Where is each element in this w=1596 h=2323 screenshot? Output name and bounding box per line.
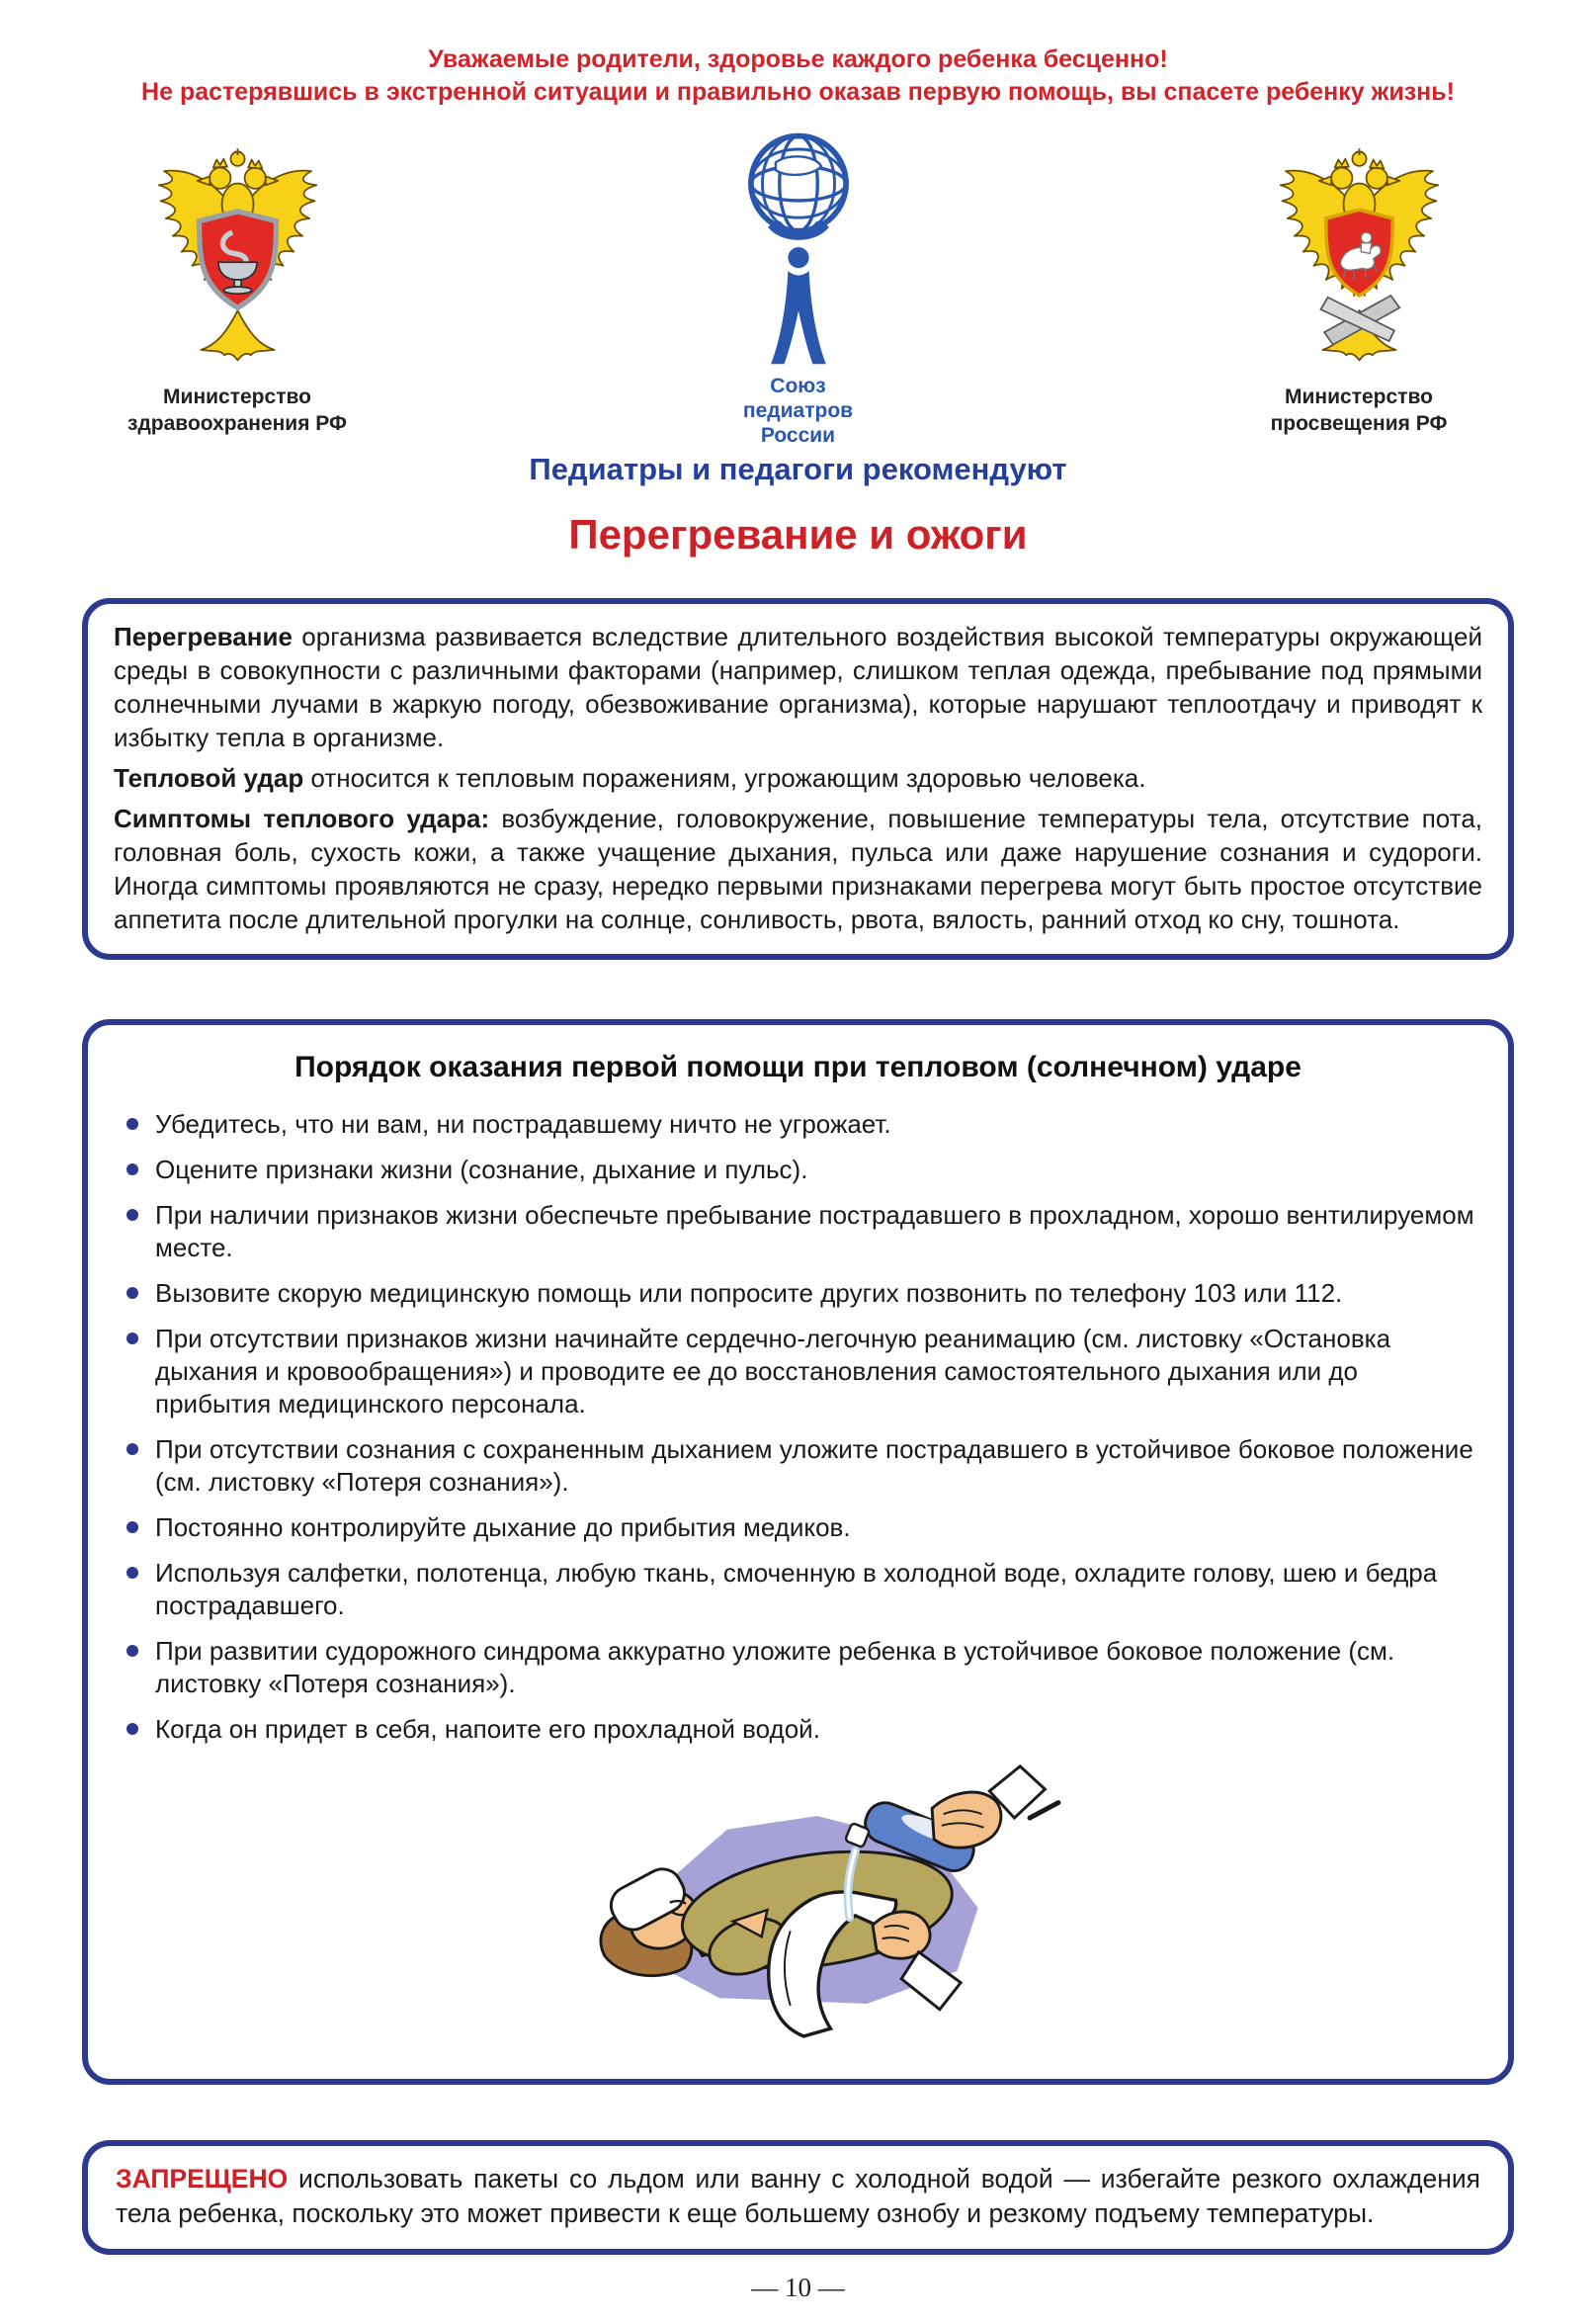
pediatric-union-block: [586, 123, 1011, 448]
bullet-icon: [126, 1567, 138, 1579]
logo-row: [0, 109, 1596, 448]
list-item: [118, 1323, 1478, 1420]
list-item-text: Используя салфетки, полотенца, любую ткань, смоченную в холодной воде, охладите голову, шею и бедра пострадавшего.: [155, 1558, 1438, 1620]
education-ministry-block: [1176, 123, 1542, 437]
bullet-icon: [126, 1521, 138, 1533]
first-aid-list: [118, 1108, 1478, 1746]
bullet-icon: [126, 1209, 138, 1221]
list-item-text: Вызовите скорую медицинскую помощь или попросите других позвонить по телефону 103 или 112.: [155, 1278, 1343, 1308]
education-ministry-caption-line1: Министерство: [1285, 386, 1433, 408]
intro-paragraph-lead: Перегревание: [114, 622, 293, 651]
list-item-text: Убедитесь, что ни вам, ни пострадавшему ничто не угрожает.: [155, 1109, 891, 1139]
list-item: [118, 1277, 1478, 1310]
intro-paragraph-text: относится к тепловым поражениям, угрожающим здоровью человека.: [303, 763, 1146, 793]
list-item: [118, 1154, 1478, 1186]
list-item-text: При отсутствии сознания с сохраненным дыханием уложите пострадавшего в устойчивое боковое положение (см. листовку «Потеря сознания»).: [155, 1434, 1473, 1497]
forbidden-text: использовать пакеты со льдом или ванну с холодной водой — избегайте резкого охлаждения тела ребенка, поскольку это может привести к еще большему ознобу и резкому подъему температуры.: [116, 2164, 1480, 2228]
intro-paragraph: [114, 761, 1482, 795]
education-ministry-emblem-icon: [1263, 123, 1456, 372]
health-ministry-caption-line1: Министерство: [163, 386, 311, 408]
list-item: [118, 1511, 1478, 1544]
list-item-text: При наличии признаков жизни обеспечьте пребывание пострадавшего в прохладном, хорошо вентилируемом месте.: [155, 1200, 1474, 1262]
pediatric-union-logo-icon: [730, 123, 867, 372]
header-line-1: Уважаемые родители, здоровье каждого ребенка бесценно!: [428, 45, 1168, 73]
bullet-icon: [126, 1645, 138, 1657]
education-ministry-caption: [1271, 384, 1448, 437]
pediatric-union-caption-line1: Союз: [770, 375, 826, 397]
bullet-icon: [126, 1163, 138, 1175]
page-title: Перегревание и ожоги: [568, 511, 1028, 558]
intro-paragraph-text: организма развивается вследствие длительного воздействия высокой температуры окружающей среды в совокупности с различными факторами (например, слишком теплая одежда, пребывание под прямыми солнечными лучами в жаркую погоду, обезвоживание организма), которые нарушают теплоотдачу и приводят к избытку тепла в организме.: [114, 622, 1482, 752]
list-item: [118, 1713, 1478, 1746]
list-item-text: При отсутствии признаков жизни начинайте сердечно-легочную реанимацию (см. листовку «Остановка дыхания и кровообращения») и проводите ее до восстановления самостоятельного дыхания или до прибытия медицинского персонала.: [155, 1324, 1391, 1419]
list-item-text: Оцените признаки жизни (сознание, дыхание и пульс).: [155, 1155, 808, 1184]
list-item: [118, 1557, 1478, 1622]
list-item-text: Постоянно контролируйте дыхание до прибытия медиков.: [155, 1512, 851, 1542]
education-ministry-caption-line2: просвещения РФ: [1270, 412, 1448, 435]
forbidden-box: [82, 2140, 1514, 2255]
bullet-icon: [126, 1443, 138, 1455]
intro-box: [82, 598, 1514, 960]
list-item-text: Когда он придет в себя, напоите его прохладной водой.: [155, 1714, 820, 1744]
list-item: [118, 1108, 1478, 1141]
intro-paragraph: [114, 802, 1482, 936]
bullet-icon: [126, 1723, 138, 1735]
header-line-2: Не растерявшись в экстренной ситуации и правильно оказав первую помощь, вы спасете ребенку жизнь!: [141, 78, 1455, 106]
list-item-text: При развитии судорожного синдрома аккуратно уложите ребенка в устойчивое боковое положение (см. листовку «Потеря сознания»).: [155, 1636, 1395, 1698]
first-aid-illustration: [118, 1759, 1478, 2065]
page-number: — 10 —: [751, 2273, 845, 2302]
intro-paragraph-lead: Тепловой удар: [114, 763, 304, 793]
health-ministry-caption-line2: здравоохранения РФ: [127, 412, 347, 435]
intro-paragraph-text: возбуждение, головокружение, повышение температуры тела, отсутствие пота, головная боль, сухость кожи, а также учащение дыхания, пульса или даже нарушение сознания и судороги. Иногда симптомы проявляются не сразу, нередко первыми признаками перегрева могут быть простое отсутствие аппетита после длительной прогулки на солнце, сонливость, рвота, вялость, ранний отход ко сну, тошнота.: [114, 804, 1482, 934]
list-item: [118, 1635, 1478, 1700]
list-item: [118, 1199, 1478, 1264]
health-ministry-caption: [127, 384, 347, 437]
pediatric-union-caption: [743, 374, 853, 448]
intro-paragraph-lead: Симптомы теплового удара:: [114, 804, 490, 833]
intro-paragraph: [114, 620, 1482, 754]
recommend-heading: Педиатры и педагоги рекомендуют: [529, 452, 1067, 486]
bullet-icon: [126, 1287, 138, 1299]
health-ministry-block: [54, 123, 420, 437]
header-warning: [0, 0, 1596, 109]
health-ministry-emblem-icon: [141, 123, 334, 372]
list-item: [118, 1433, 1478, 1499]
first-aid-title: Порядок оказания первой помощи при тепловом (солнечном) ударе: [294, 1051, 1302, 1083]
pediatric-union-caption-line3: России: [760, 424, 836, 447]
forbidden-label: ЗАПРЕЩЕНО: [116, 2164, 289, 2194]
first-aid-box: [82, 1019, 1514, 2085]
bullet-icon: [126, 1118, 138, 1130]
bullet-icon: [126, 1333, 138, 1344]
pediatric-union-caption-line2: педиатров: [742, 399, 854, 422]
